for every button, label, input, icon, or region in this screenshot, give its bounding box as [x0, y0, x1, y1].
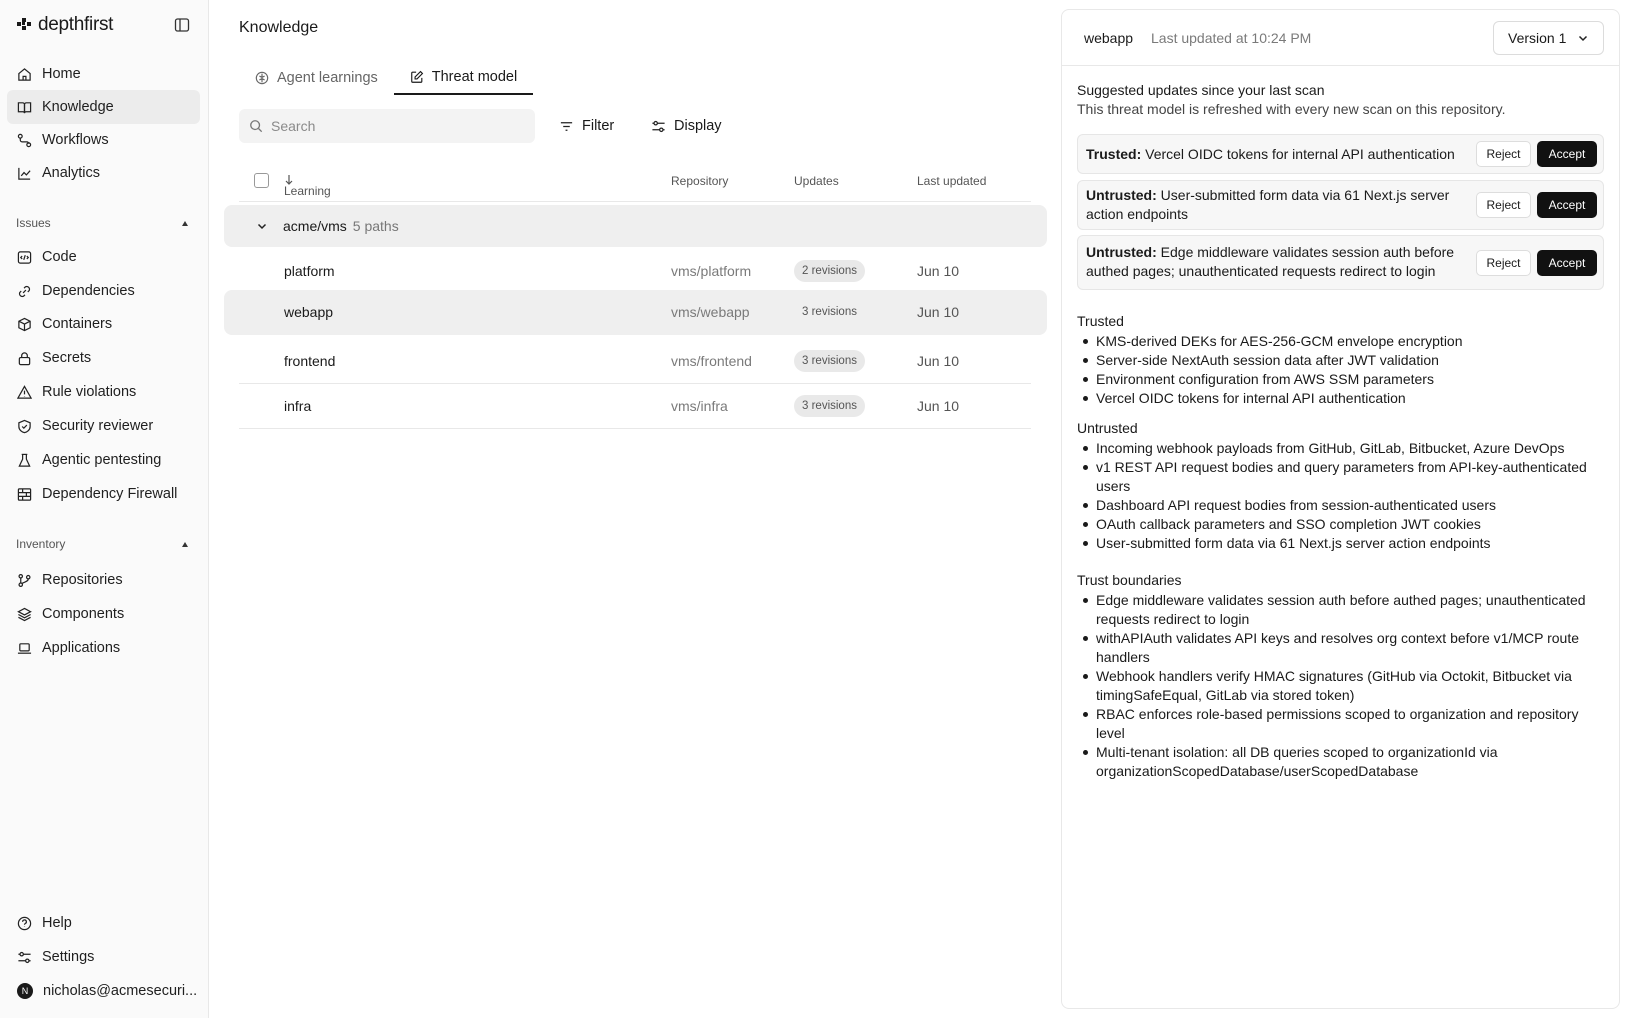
- sidebar-item-help[interactable]: [7, 906, 200, 940]
- list-item: Server-side NextAuth session data after JWT validation: [1077, 351, 1587, 370]
- sidebar-item-label: Home: [42, 66, 81, 82]
- suggestion-body: User-submitted form data via 61 Next.js server action endpoints: [1086, 187, 1450, 222]
- list-item: Edge middleware validates session auth before authed pages; unauthenticated requests redirect to login: [1077, 591, 1587, 629]
- reject-button[interactable]: Reject: [1476, 250, 1531, 276]
- tab-bar: [239, 60, 533, 95]
- tab-label: Threat model: [431, 68, 518, 85]
- workflow-icon: [17, 133, 32, 148]
- reject-button[interactable]: Reject: [1476, 141, 1531, 167]
- sidebar-item-secrets[interactable]: [7, 341, 200, 375]
- list-item: Webhook handlers verify HMAC signatures (GitHub via Octokit, Bitbucket via timingSafeEqual, GitLab via stored token): [1077, 667, 1587, 705]
- list-item: User-submitted form data via 61 Next.js server action endpoints: [1077, 534, 1587, 553]
- issues-section-label: Issues: [16, 216, 51, 230]
- row-updates-badge: 3 revisions: [802, 306, 857, 318]
- row-name: frontend: [284, 353, 336, 369]
- sidebar-item-label: Containers: [42, 316, 113, 332]
- link-icon: [17, 284, 32, 299]
- sidebar-item-components[interactable]: [7, 597, 200, 631]
- edit-icon: [410, 70, 424, 84]
- search-icon: [249, 119, 263, 133]
- threat-model-panel: [1061, 9, 1620, 1009]
- suggestion-kind: Untrusted:: [1086, 187, 1157, 203]
- sidebar-item-dependency-firewall[interactable]: [7, 477, 200, 511]
- sidebar: [0, 0, 209, 1018]
- list-item: Multi-tenant isolation: all DB queries scoped to organizationId via organizationScopedDatabase/userScopedDatabase: [1077, 743, 1587, 781]
- accept-button[interactable]: Accept: [1537, 141, 1597, 167]
- firewall-icon: [17, 487, 32, 502]
- header-learning: Learning: [284, 184, 331, 198]
- sidebar-item-analytics[interactable]: [7, 156, 200, 190]
- header-updates: Updates: [794, 174, 839, 188]
- suggestion-card: [1077, 134, 1604, 174]
- avatar: N: [17, 983, 33, 999]
- branch-icon: [17, 573, 32, 588]
- search-box: [239, 109, 535, 143]
- suggestion-card: [1077, 180, 1604, 230]
- table-row[interactable]: [239, 384, 1031, 429]
- box-icon: [17, 317, 32, 332]
- trust-boundaries-list: [1077, 591, 1587, 781]
- panel-last-updated: Last updated at 10:24 PM: [1151, 30, 1312, 46]
- trusted-title: Trusted: [1077, 313, 1124, 329]
- sidebar-item-label: Dependencies: [42, 283, 135, 299]
- untrusted-title: Untrusted: [1077, 420, 1138, 436]
- sidebar-item-label: Knowledge: [42, 99, 114, 115]
- sidebar-item-label: Settings: [42, 949, 95, 965]
- user-menu[interactable]: [7, 974, 200, 1008]
- table-row[interactable]: [239, 249, 1031, 294]
- sidebar-item-label: Components: [42, 606, 125, 622]
- sidebar-item-label: Applications: [42, 640, 121, 656]
- suggestion-kind: Trusted:: [1086, 146, 1142, 162]
- list-item: RBAC enforces role-based permissions scoped to organization and repository level: [1077, 705, 1587, 743]
- logo-text: depthfirst: [38, 14, 114, 35]
- untrusted-list: [1077, 439, 1587, 553]
- sidebar-item-label: Rule violations: [42, 384, 137, 400]
- brain-icon: [255, 71, 269, 85]
- filter-icon: [559, 119, 574, 134]
- code-icon: [17, 250, 32, 265]
- suggestion-body: Edge middleware validates session auth before authed pages; unauthenticated requests redirect to login: [1086, 244, 1455, 279]
- suggestions-title: Suggested updates since your last scan: [1077, 82, 1325, 98]
- chevron-down-icon: [1577, 32, 1589, 44]
- row-updates-badge: 3 revisions: [794, 350, 865, 372]
- sidebar-item-knowledge[interactable]: [7, 90, 200, 124]
- list-item: v1 REST API request bodies and query parameters from API-key-authenticated users: [1077, 458, 1587, 496]
- table-row[interactable]: [239, 339, 1031, 384]
- layers-icon: [17, 607, 32, 622]
- sidebar-item-label: Security reviewer: [42, 418, 154, 434]
- accept-button[interactable]: Accept: [1537, 250, 1597, 276]
- row-repository: vms/infra: [671, 398, 728, 414]
- row-repository: vms/frontend: [671, 353, 752, 369]
- list-item: KMS-derived DEKs for AES-256-GCM envelope encryption: [1077, 332, 1587, 351]
- row-repository: vms/webapp: [671, 304, 750, 320]
- tab-agent-learnings[interactable]: [239, 60, 394, 95]
- row-date: Jun 10: [917, 304, 960, 320]
- sidebar-item-label: Repositories: [42, 572, 123, 588]
- row-updates-badge: 3 revisions: [794, 395, 865, 417]
- list-item: Environment configuration from AWS SSM parameters: [1077, 370, 1587, 389]
- shield-icon: [17, 419, 32, 434]
- book-icon: [17, 100, 32, 115]
- row-date: Jun 10: [917, 398, 960, 414]
- version-label: Version 1: [1508, 30, 1567, 46]
- sidebar-item-containers[interactable]: [7, 307, 200, 341]
- home-icon: [17, 67, 32, 82]
- display-label: Display: [674, 118, 722, 134]
- sidebar-item-label: Help: [42, 915, 72, 931]
- collapse-triangle-icon: [182, 542, 188, 547]
- sidebar-item-settings[interactable]: [7, 940, 200, 974]
- sidebar-item-agentic-pentesting[interactable]: [7, 443, 200, 477]
- sidebar-toggle-icon[interactable]: [174, 17, 190, 33]
- sliders-icon: [651, 119, 666, 134]
- filter-button[interactable]: [559, 112, 614, 140]
- trusted-list: [1077, 332, 1587, 408]
- list-item: Dashboard API request bodies from session-authenticated users: [1077, 496, 1587, 515]
- repo-group-row[interactable]: [224, 205, 1047, 247]
- sidebar-item-repositories[interactable]: [7, 563, 200, 597]
- suggestion-kind: Untrusted:: [1086, 244, 1157, 260]
- list-item: Incoming webhook payloads from GitHub, GitLab, Bitbucket, Azure DevOps: [1077, 439, 1587, 458]
- filter-label: Filter: [582, 118, 615, 134]
- suggestion-text: [1086, 243, 1456, 281]
- trust-boundaries-title: Trust boundaries: [1077, 572, 1182, 588]
- warning-icon: [17, 385, 32, 400]
- suggestion-body: Vercel OIDC tokens for internal API authentication: [1145, 146, 1455, 162]
- main-content: [209, 0, 1051, 1018]
- sidebar-item-label: Code: [42, 249, 77, 265]
- tab-label: Agent learnings: [277, 69, 378, 86]
- lock-icon: [17, 351, 32, 366]
- sidebar-item-label: Secrets: [42, 350, 92, 366]
- sidebar-item-label: Analytics: [42, 165, 101, 181]
- table-row[interactable]: [224, 290, 1047, 335]
- row-name: webapp: [284, 304, 334, 320]
- page-title: Knowledge: [239, 19, 319, 36]
- reject-button[interactable]: Reject: [1476, 192, 1531, 218]
- sidebar-item-label: Agentic pentesting: [42, 452, 162, 468]
- user-email: nicholas@acmesecuri...: [43, 983, 198, 999]
- row-updates-badge: 2 revisions: [794, 260, 865, 282]
- table-header: [239, 164, 1031, 202]
- tab-threat-model[interactable]: [394, 60, 533, 95]
- sidebar-item-code[interactable]: [7, 240, 200, 274]
- panel-header: [1062, 10, 1619, 66]
- suggestion-text: [1086, 145, 1466, 164]
- header-repository: Repository: [671, 174, 729, 188]
- chevron-down-icon[interactable]: [256, 220, 268, 232]
- display-button[interactable]: [651, 112, 722, 140]
- sidebar-item-security-reviewer[interactable]: [7, 409, 200, 443]
- logo[interactable]: [16, 14, 113, 36]
- group-path-count: 5 paths: [352, 218, 399, 234]
- sidebar-item-workflows[interactable]: [7, 123, 200, 157]
- inventory-section-label: Inventory: [16, 537, 66, 551]
- help-icon: [17, 916, 32, 931]
- suggestion-card: [1077, 235, 1604, 290]
- laptop-icon: [17, 641, 32, 656]
- settings-icon: [17, 950, 32, 965]
- list-item: OAuth callback parameters and SSO completion JWT cookies: [1077, 515, 1587, 534]
- inventory-section-toggle[interactable]: [16, 537, 188, 551]
- depthfirst-logo-icon: [16, 17, 32, 33]
- row-date: Jun 10: [917, 263, 960, 279]
- collapse-triangle-icon: [182, 221, 188, 226]
- sidebar-item-applications[interactable]: [7, 631, 200, 665]
- version-select[interactable]: [1493, 21, 1604, 55]
- sidebar-item-label: Workflows: [42, 132, 109, 148]
- sort-learning-header[interactable]: [284, 174, 331, 198]
- list-item: Vercel OIDC tokens for internal API authentication: [1077, 389, 1587, 408]
- suggestion-text: [1086, 186, 1456, 224]
- row-name: platform: [284, 263, 335, 279]
- suggestions-subtitle: This threat model is refreshed with every new scan on this repository.: [1077, 101, 1506, 117]
- flask-icon: [17, 453, 32, 468]
- sidebar-item-home[interactable]: [7, 57, 200, 91]
- search-input[interactable]: [271, 118, 511, 134]
- row-name: infra: [284, 398, 312, 414]
- accept-button[interactable]: Accept: [1537, 192, 1597, 218]
- header-last-updated: Last updated: [917, 174, 987, 188]
- issues-section-toggle[interactable]: [16, 216, 188, 230]
- sidebar-item-label: Dependency Firewall: [42, 486, 178, 502]
- chart-icon: [17, 166, 32, 181]
- row-repository: vms/platform: [671, 263, 752, 279]
- sidebar-item-rule-violations[interactable]: [7, 375, 200, 409]
- row-date: Jun 10: [917, 353, 960, 369]
- sidebar-item-dependencies[interactable]: [7, 274, 200, 308]
- select-all-checkbox[interactable]: [254, 173, 269, 188]
- group-name: acme/vms: [283, 218, 347, 234]
- panel-repo-name: webapp: [1084, 30, 1134, 46]
- list-item: withAPIAuth validates API keys and resolves org context before v1/MCP route handlers: [1077, 629, 1587, 667]
